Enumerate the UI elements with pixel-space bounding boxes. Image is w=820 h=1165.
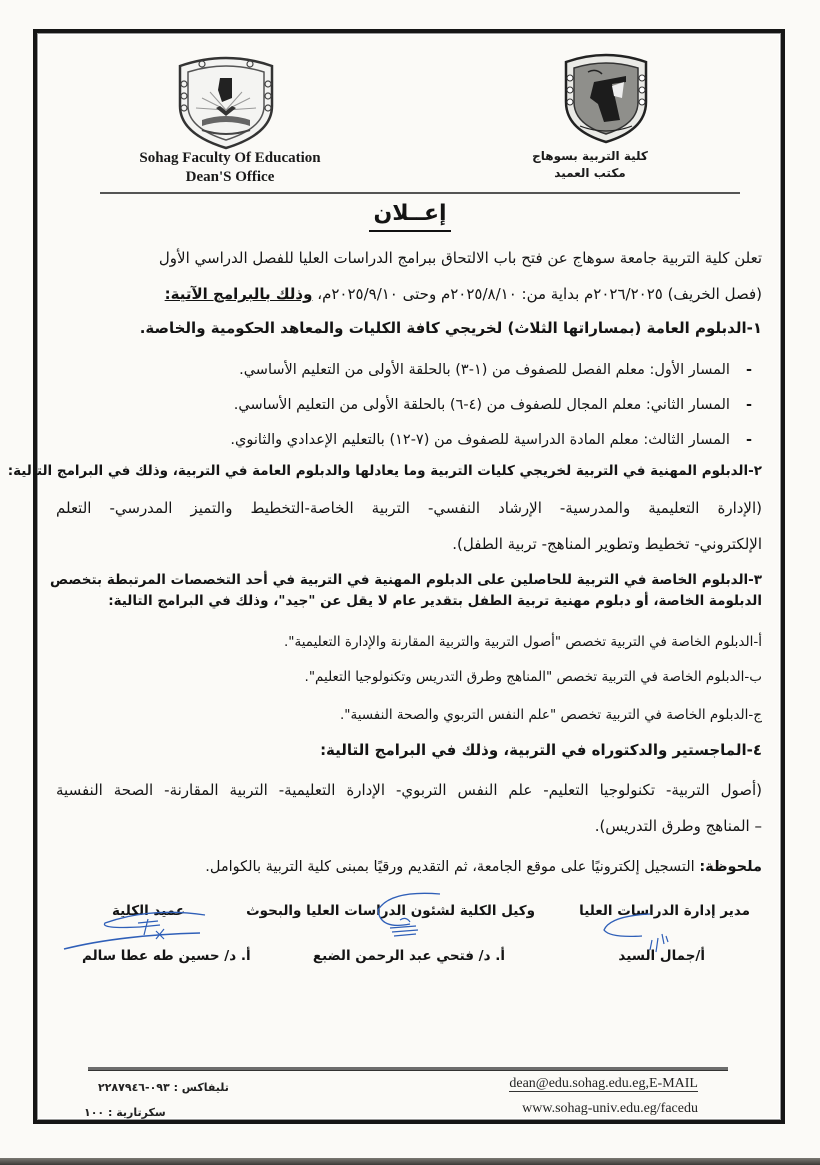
signature-name-vice-dean: أ. د/ فتحي عبد الرحمن الضبع xyxy=(312,948,505,964)
footer-secretary: سكرتارية : ١٠٠ xyxy=(84,1106,166,1119)
section-4-programs-line-2: – المناهج وطرق التدريس). xyxy=(594,817,762,835)
footer-email xyxy=(509,1076,698,1092)
section-1-heading: ١-الدبلوم العامة (بمساراتها الثلاث) لخريجي كافة الكليات والمعاهد الحكومية والخاصة. xyxy=(139,319,762,337)
header-institution-name-ar: كلية التربية بسوهاج xyxy=(532,149,648,163)
sohag-university-emblem-icon xyxy=(560,52,652,144)
header-office-name-en: Dean'S Office xyxy=(185,169,275,185)
header-arabic-block xyxy=(520,148,660,182)
section-2-programs-line-2: الإلكتروني- تخطيط وتطوير المناهج- تربية الطفل). xyxy=(452,535,762,553)
announcement-title xyxy=(0,200,820,232)
announcement-title-text: إعــلان xyxy=(369,200,450,232)
note-label: ملحوظة: xyxy=(699,859,762,875)
signature-ink-graduate-admin xyxy=(590,908,680,958)
signature-ink-vice-dean xyxy=(360,890,450,950)
scan-edge-strip xyxy=(0,1158,820,1165)
section-3-item: ب-الدبلوم الخاصة في التربية تخصص "المناهج وطرق التدريس وتكنولوجيا التعليم". xyxy=(304,669,762,685)
intro-line-2 xyxy=(165,284,762,304)
signature-title-vice-dean: وكيل الكلية لشئون الدراسات العليا والبحوث xyxy=(246,903,535,919)
intro-dates: (فصل الخريف) ٢٠٢٦/٢٠٢٥م بداية من: ٢٠٢٥/٨/١٠م وحتى ٢٠٢٥/٩/١٠م، xyxy=(312,285,762,303)
section-4-heading: ٤-الماجستير والدكتوراه في التربية، وذلك في البرامج التالية: xyxy=(320,741,762,759)
signature-name-graduate-admin: أ/جمال السيد xyxy=(618,948,705,964)
signature-title-graduate-admin: مدير إدارة الدراسات العليا xyxy=(579,903,750,919)
signature-title-dean: عميد الكلية xyxy=(112,903,186,919)
header-office-name-ar: مكتب العميد xyxy=(554,166,626,180)
signature-ink-dean xyxy=(60,905,210,955)
section-2-programs-line-1: (الإدارة التعليمية والمدرسية- الإرشاد النفسي- التربية الخاصة-التخطيط والتميز المدرسي- التعلم xyxy=(56,499,762,517)
signature-name-dean: أ. د/ حسين طه عطا سالم xyxy=(82,948,251,964)
header-institution-name-en: Sohag Faculty Of Education xyxy=(139,150,321,166)
header-divider xyxy=(100,192,740,194)
footer-website[interactable]: www.sohag-univ.edu.eg/facedu xyxy=(522,1101,698,1116)
footer-email-link[interactable]: dean@edu.sohag.edu.eg,E-MAIL xyxy=(509,1076,698,1091)
note xyxy=(205,857,762,877)
header-english-block xyxy=(100,149,360,187)
section-2-heading: ٢-الدبلوم المهنية في التربية لخريجي كليات التربية وما يعادلها والدبلوم العامة في التربية، وذلك في البرامج التالية: xyxy=(7,463,762,479)
footer-divider xyxy=(88,1067,728,1071)
section-1-item: - المسار الثاني: معلم المجال للصفوف من (٤-٦) بالحلقة الأولى من التعليم الأساسي. xyxy=(234,395,752,415)
section-3-heading-line-2: الدبلومة الخاصة، أو دبلوم مهنية تربية الطفل بتقدير عام لا يقل عن "جيد"، وذلك في البرامج التالية: xyxy=(108,593,762,609)
section-3-item: ج-الدبلوم الخاصة في التربية تخصص "علم النفس التربوي والصحة النفسية". xyxy=(339,707,762,723)
section-3-item: أ-الدبلوم الخاصة في التربية تخصص "أصول التربية والتربية المقارنة والإدارة التعليمية". xyxy=(283,634,762,650)
intro-programs-label: وذلك بالبرامج الآتية: xyxy=(164,285,313,303)
intro-line-1: تعلن كلية التربية جامعة سوهاج عن فتح باب الالتحاق ببرامج الدراسات العليا للفصل الدراسي الأول xyxy=(158,249,762,267)
section-3-heading-line-1: ٣-الدبلوم الخاصة في التربية للحاصلين على الدبلوم المهنية في التربية في أحد التخصصات المرتبطة بتخصص xyxy=(50,572,762,588)
section-1-item: - المسار الثالث: معلم المادة الدراسية للصفوف من (٧-١٢) بالتعليم الإعدادي والثانوي. xyxy=(230,430,752,450)
faculty-of-education-emblem-icon xyxy=(172,54,280,150)
footer-telefax: تليفاكس : ٠٩٣-٢٢٨٧٩٤٦ xyxy=(98,1081,229,1094)
section-1-item: - المسار الأول: معلم الفصل للصفوف من (١-٣) بالحلقة الأولى من التعليم الأساسي. xyxy=(239,360,752,380)
section-4-programs-line-1: (أصول التربية- تكنولوجيا التعليم- علم النفس التربوي- الإدارة التعليمية- التربية المقارنة- الصحة النفسية xyxy=(56,781,762,799)
note-text: التسجيل إلكترونيًا على موقع الجامعة، ثم التقديم ورقيًا بمبنى كلية التربية بالكوامل. xyxy=(205,859,700,875)
